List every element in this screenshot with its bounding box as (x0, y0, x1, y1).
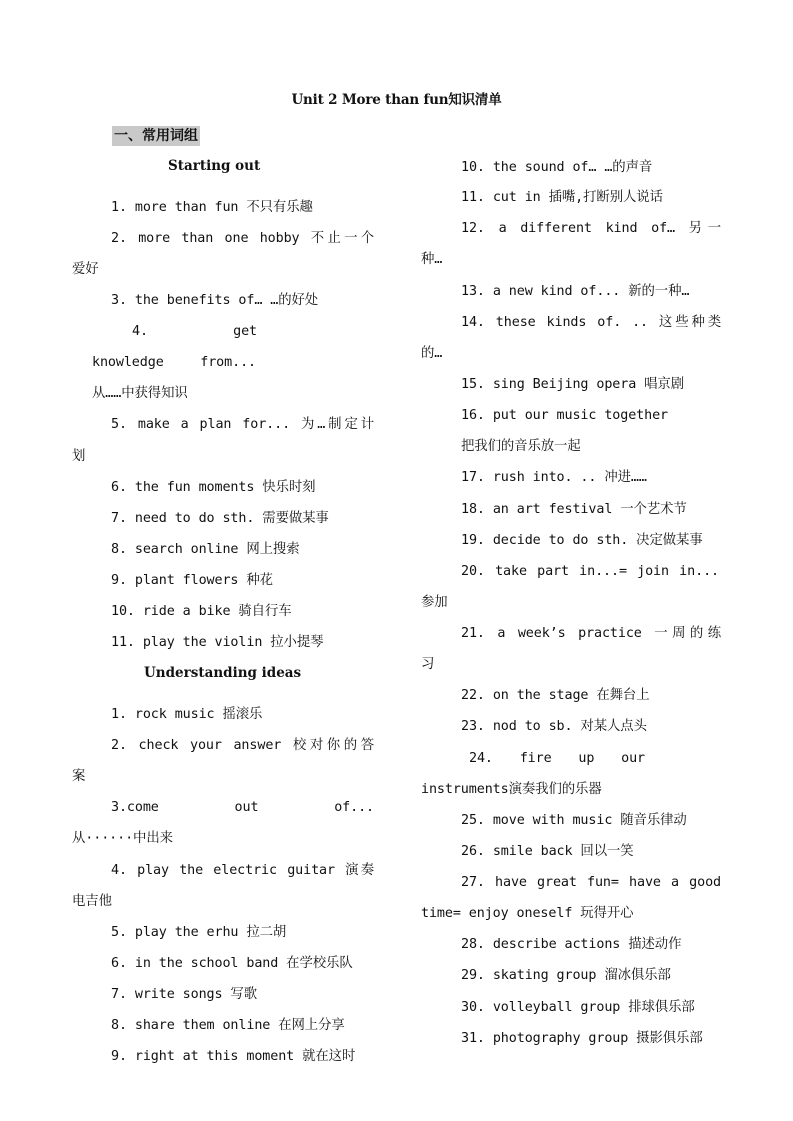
phrase-line: 31. photography group 摄影俱乐部 (461, 1031, 703, 1046)
phrase-line: 1. more than fun 不只有乐趣 (111, 200, 313, 215)
phrase-line: 习 (421, 657, 435, 672)
phrase-line: 6. in the school band 在学校乐队 (111, 956, 353, 971)
phrase-line: 19. decide to do sth. 决定做某事 (461, 533, 703, 548)
phrase-line: 10. the sound of… …的声音 (461, 160, 653, 175)
phrase-line: 5. play the erhu 拉二胡 (111, 925, 287, 940)
phrase-line: 3. the benefits of… …的好处 (111, 293, 319, 308)
phrase-line: 2. check your answer 校对你的答 (111, 738, 374, 753)
phrase-line: 21. a week’s practice 一周的练 (461, 626, 721, 641)
phrase-line: 10. ride a bike 骑自行车 (111, 604, 292, 619)
phrase-line: 2. more than one hobby 不止一个 (111, 231, 374, 246)
phrase-line: 案 (72, 769, 86, 784)
phrase-line: 11. play the violin 拉小提琴 (111, 635, 324, 650)
phrase-line: 电吉他 (72, 894, 112, 909)
subheading-starting-out: Starting out (168, 158, 261, 174)
phrase-line: 从……中获得知识 (92, 386, 188, 401)
phrase-line: instruments演奏我们的乐器 (421, 782, 602, 797)
phrase-line: 29. skating group 溜冰俱乐部 (461, 968, 671, 983)
phrase-line: 9. right at this moment 就在这时 (111, 1049, 356, 1064)
phrase-line: 的… (421, 346, 443, 361)
phrase-line: 11. cut in 插嘴,打断别人说话 (461, 190, 663, 205)
phrase-line: 6. the fun moments 快乐时刻 (111, 480, 316, 495)
phrase-line: time= enjoy oneself 玩得开心 (421, 906, 634, 921)
phrase-line: 18. an art festival 一个艺术节 (461, 502, 687, 517)
phrase-line: 22. on the stage 在舞台上 (461, 688, 650, 703)
phrase-line: 爱好 (72, 262, 99, 277)
phrase-line: 4. get (132, 324, 257, 339)
phrase-line: 划 (72, 449, 86, 464)
phrase-line: 3.come out of... (111, 800, 374, 815)
phrase-line: 23. nod to sb. 对某人点头 (461, 719, 647, 734)
phrase-line: 20. take part in...= join in... (461, 564, 719, 579)
phrase-line: 13. a new kind of... 新的一种… (461, 284, 690, 299)
phrase-line: 7. need to do sth. 需要做某事 (111, 511, 329, 526)
phrase-line: 从······中出来 (72, 831, 173, 846)
phrase-line: 17. rush into. .. 冲进…… (461, 470, 647, 485)
phrase-line: 参加 (421, 595, 448, 610)
phrase-line: 5. make a plan for... 为…制定计 (111, 417, 374, 432)
phrase-line: 9. plant flowers 种花 (111, 573, 273, 588)
phrase-line: 28. describe actions 描述动作 (461, 937, 682, 952)
phrase-line: 30. volleyball group 排球俱乐部 (461, 1000, 695, 1015)
phrase-line: 16. put our music together (461, 408, 669, 423)
phrase-line: 26. smile back 回以一笑 (461, 844, 634, 859)
section-heading: 一、常用词组 (114, 128, 198, 144)
phrase-line: 8. share them online 在网上分享 (111, 1018, 345, 1033)
phrase-line: knowledge from... (92, 355, 256, 370)
subheading-understanding-ideas: Understanding ideas (144, 665, 302, 681)
phrase-line: 15. sing Beijing opera 唱京剧 (461, 377, 684, 392)
phrase-line: 24. fire up our (469, 751, 645, 766)
phrase-line: 把我们的音乐放一起 (461, 439, 581, 454)
phrase-line: 1. rock music 摇滚乐 (111, 707, 263, 722)
phrase-line: 8. search online 网上搜索 (111, 542, 300, 557)
phrase-line: 4. play the electric guitar 演奏 (111, 863, 374, 878)
page-title: Unit 2 More than fun知识清单 (291, 92, 502, 108)
phrase-line: 27. have great fun= have a good (461, 875, 721, 890)
phrase-line: 25. move with music 随音乐律动 (461, 813, 687, 828)
phrase-line: 12. a different kind of… 另一 (461, 221, 721, 236)
phrase-line: 14. these kinds of. .. 这些种类 (461, 315, 721, 330)
phrase-line: 种… (421, 252, 443, 267)
phrase-line: 7. write songs 写歌 (111, 987, 258, 1002)
